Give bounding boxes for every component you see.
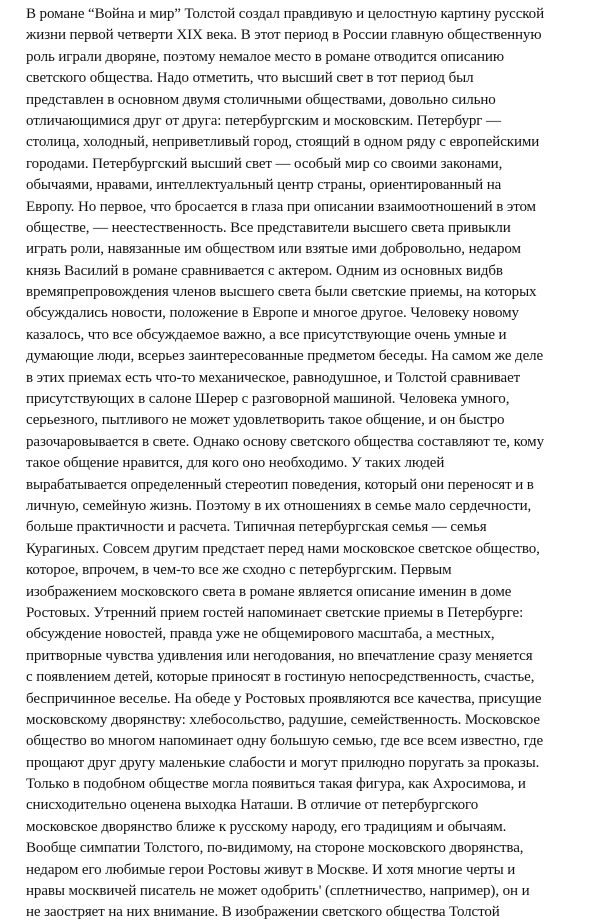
text-line: беспричинное веселье. На обеде у Ростовых проявляются все качества, присущие [26,690,542,707]
text-line: московское дворянство ближе к русскому народу, его традициям и обычаям. [26,818,507,835]
text-line: Курагиных. Совсем другим предстает перед нами московское светское общество, [26,540,540,557]
text-line: представлен в основном двумя столичными обществами, довольно сильно [26,91,496,108]
text-line: князь Василий в романе сравнивается с актером. Одним из основных видбв [26,262,503,279]
text-line: Вообще симпатии Толстого, по-видимому, на стороне московского дворянства, [26,840,524,857]
text-line: столица, холодный, неприветливый город, стоящий в одном ряду с европейскими [26,134,540,151]
text-line: казалось, что все обсуждаемое важно, а все присутствующие очень умные и [26,326,507,343]
text-line: разочаровывается в свете. Однако основу светского общества составляют те, кому [26,433,544,450]
text-line: вырабатывается определенный стереотип поведения, который они переносят и в [26,476,534,493]
text-line: больше практичности и расчета. Типичная петербургская семья — семья [26,519,487,536]
text-line: недаром его любимые герои Ростовы живут в Москве. И хотя многие черты и [26,861,516,878]
text-line: общество во многом напоминает одну большую семью, где все всем известно, где [26,733,544,750]
text-line: которое, впрочем, в чем-то все же сходно с петербургским. Первым [26,562,452,579]
text-line: изображением московского света в романе является описание именин в доме [26,583,512,600]
text-line: обсуждение новостей, правда уже не общемирового масштаба, а местных, [26,626,495,643]
text-line: городами. Петербургский высший свет — особый мир со своими законами, [26,155,503,172]
text-line: личную, семейную жизнь. Поэтому в их отношениях в семье мало сердечности, [26,497,532,514]
text-line: обычаями, нравами, интеллектуальный центр страны, ориентированный на [26,177,502,194]
text-line: Ростовых. Утренний прием гостей напоминает светские приемы в Петербурге: [26,604,524,621]
text-line: серьезного, пытливого не может удовлетворить такое общение, и он быстро [26,412,505,429]
text-line: отличающимися друг от друга: петербургским и московским. Петербург — [26,112,501,129]
text-line: В романе “Война и мир” Толстой создал правдивую и целостную картину русской [26,6,545,22]
text-line: думающие люди, всерьез заинтересованные предметом беседы. На самом же деле [26,348,544,365]
text-line: времяпрепровождения членов высшего света были светские приемы, на которых [26,284,537,301]
text-line: такое общение нравится, для кого оно необходимо. У таких людей [26,455,445,472]
text-line: играть роли, навязанные им обществом или взятые ими добровольно, недаром [26,241,521,258]
text-line: Европу. Но первое, что бросается в глаза при описании взаимоотношений в этом [26,198,536,215]
text-line: притворные чувства удивления или негодования, но впечатление сразу меняется [26,647,533,664]
text-line: прощают друг другу маленькие слабости и могут прилюдно поругать за проказы. [26,754,540,771]
text-line: роль играли дворяне, поэтому немалое место в романе отводится описанию [26,48,504,65]
text-line: обществе, — неестественность. Все представители высшего света привыкли [26,219,511,236]
text-line: жизни первой четверти XIX века. В этот период в России главную общественную [26,27,542,44]
text-line: не заостряет на них внимание. В изображении светского общества Толстой [26,904,500,921]
text-line: светского общества. Надо отметить, что высший свет в тот период был [26,70,474,87]
text-line: в этих приемах есть что-то механическое, равнодушное, и Толстой сравнивает [26,369,521,386]
text-line: нравы москвичей писатель не может одобрить' (сплетничество, например), он и [26,883,530,900]
essay-text [26,4,574,924]
text-line: с появлением детей, которые приносят в гостиную непосредственность, счастье, [26,669,535,686]
text-line: присутствующих в салоне Шерер с разговорной машиной. Человека умного, [26,391,510,408]
text-line: Только в подобном обществе могла появиться такая фигура, как Ахросимова, и [26,776,526,793]
text-line: московскому дворянству: хлебосольство, радушие, семейственность. Московское [26,711,540,728]
text-line: обсуждались новости, положение в Европе и многое другое. Человеку новому [26,305,519,322]
text-line: снисходительно оценена выходка Наташи. В отличие от петербургского [26,797,479,814]
